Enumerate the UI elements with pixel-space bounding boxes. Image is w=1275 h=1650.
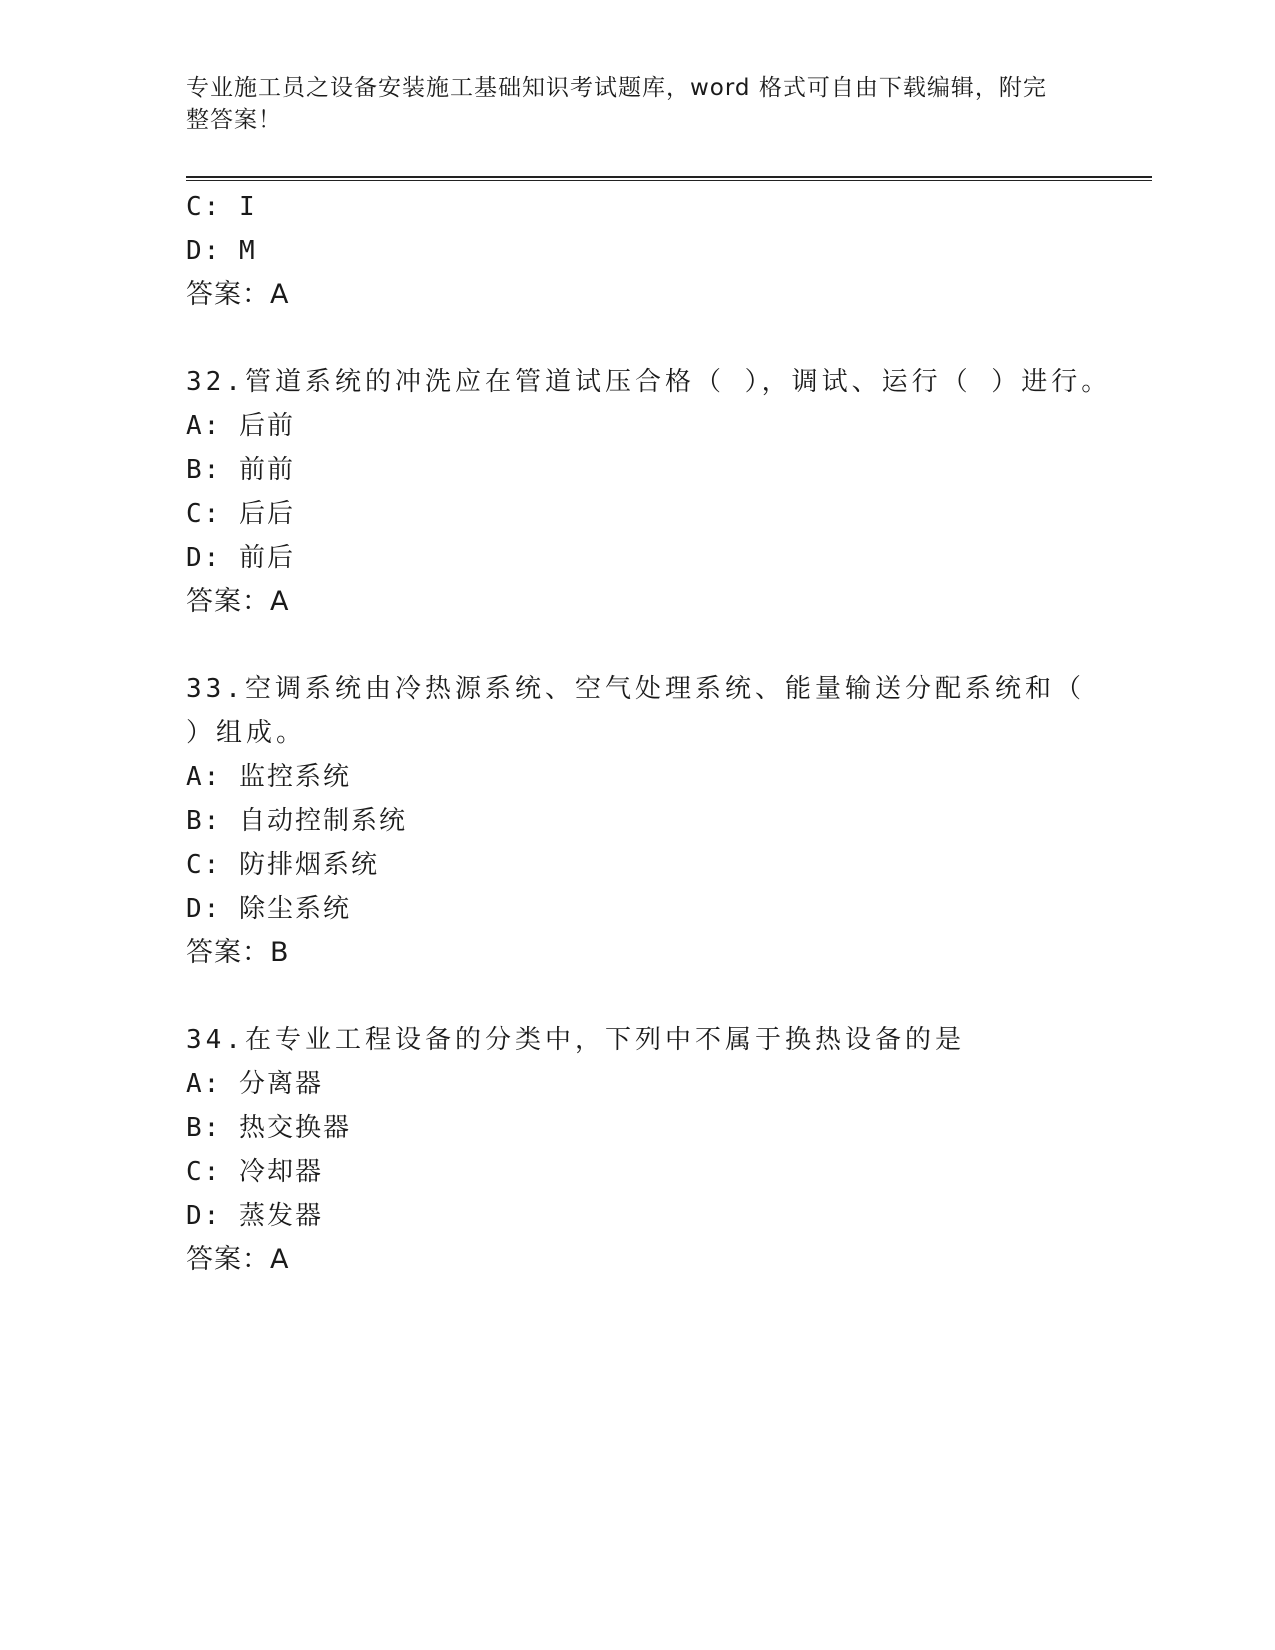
question-33-answer: 答案：B: [186, 937, 290, 968]
question-33-option-b: B: 自动控制系统: [186, 806, 407, 836]
question-32-option-a: A: 后前: [186, 411, 295, 441]
question-32-answer: 答案：A: [186, 586, 290, 617]
prev-option-c: C: I: [186, 192, 257, 222]
question-34-stem: 34.在专业工程设备的分类中，下列中不属于换热设备的是: [186, 1025, 965, 1055]
question-32-option-c: C: 后后: [186, 499, 295, 529]
prev-option-d: D: M: [186, 236, 257, 266]
question-33-stem-line-1: 33.空调系统由冷热源系统、空气处理系统、能量输送分配系统和（: [186, 674, 1085, 704]
header-divider: [186, 176, 1152, 181]
header-title-line-2: 整答案！: [186, 107, 282, 133]
question-34-option-d: D: 蒸发器: [186, 1201, 323, 1231]
question-32-option-b: B: 前前: [186, 455, 295, 485]
question-33-option-d: D: 除尘系统: [186, 894, 351, 924]
question-32-option-d: D: 前后: [186, 543, 295, 573]
document-header: [186, 72, 1066, 136]
prev-answer: 答案：A: [186, 279, 290, 310]
question-34-option-c: C: 冷却器: [186, 1157, 323, 1187]
question-34-answer: 答案：A: [186, 1244, 290, 1275]
question-33-stem-line-2: ）组成。: [186, 718, 307, 748]
question-32-stem: 32.管道系统的冲洗应在管道试压合格（ ），调试、运行（ ）进行。: [186, 367, 1112, 397]
question-34-option-b: B: 热交换器: [186, 1113, 351, 1143]
question-33-option-a: A: 监控系统: [186, 762, 351, 792]
question-34-option-a: A: 分离器: [186, 1069, 323, 1099]
question-33-option-c: C: 防排烟系统: [186, 850, 379, 880]
header-title-line-1: 专业施工员之设备安装施工基础知识考试题库，word 格式可自由下载编辑，附完: [186, 75, 1047, 101]
